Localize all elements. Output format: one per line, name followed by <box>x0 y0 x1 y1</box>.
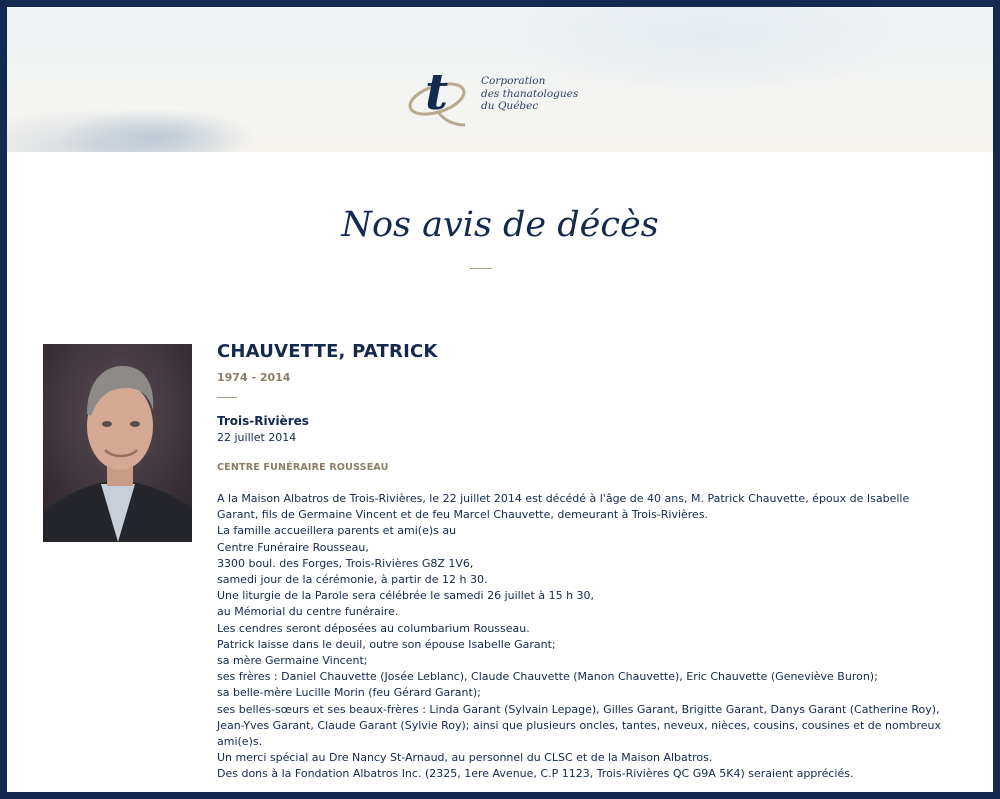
notice-line: au Mémorial du centre funéraire. <box>217 605 399 619</box>
logo-text <box>481 75 578 113</box>
city: Trois-Rivières <box>217 414 309 428</box>
logo-line-2: des thanatologues <box>481 87 579 100</box>
notice-line: Les cendres seront déposées au columbarium Rousseau. <box>217 621 530 635</box>
notice-line: A la Maison Albatros de Trois-Rivières, le 22 juillet 2014 est décédé à l'âge de 40 ans, M. Patrick Chauvette, époux de Isabelle Garant, fils de Germaine Vincent et de feu Marcel Chauvette, demeurant à Trois-Rivières. <box>217 492 910 522</box>
notice-line: ses frères : Daniel Chauvette (Josée Leblanc), Claude Chauvette (Manon Chauvette), Eric Chauvette (Geneviève Buron); <box>217 670 878 684</box>
header-banner <box>7 7 993 152</box>
notice-line: sa mère Germaine Vincent; <box>217 654 368 668</box>
notice-line: La famille accueillera parents et ami(e)s au <box>217 524 457 538</box>
name-divider <box>217 397 237 398</box>
logo-line-1: Corporation <box>481 75 546 87</box>
page-title: Nos avis de décès <box>341 205 659 245</box>
notice-line: ses belles-sœurs et ses beaux-frères : Linda Garant (Sylvain Lepage), Gilles Garant, Brigitte Garant, Danys Garant (Catherine Roy), Jean-Yves Garant, Claude Garant (Sylvie Roy); ainsi que plusieurs oncles, tantes, neveux, nièces, cousins, cousines et de nombreux ami(e)s. <box>217 702 941 749</box>
deceased-photo <box>43 344 192 542</box>
logo-letter: t <box>425 62 449 121</box>
notice-line: Centre Funéraire Rousseau, <box>217 540 369 554</box>
life-years: 1974 - 2014 <box>217 371 291 384</box>
death-date: 22 juillet 2014 <box>217 431 297 444</box>
logo-line-3: du Québec <box>481 100 539 112</box>
site-logo[interactable] <box>405 55 585 135</box>
notice-line: Patrick laisse dans le deuil, outre son épouse Isabelle Garant; <box>217 637 556 651</box>
funeral-home-link[interactable]: CENTRE FUNÉRAIRE ROUSSEAU <box>217 462 389 473</box>
deceased-name: CHAUVETTE, PATRICK <box>217 341 438 362</box>
notice-line: Un merci spécial au Dre Nancy St-Arnaud, au personnel du CLSC et de la Maison Albatros. <box>217 751 713 765</box>
notice-line: Une liturgie de la Parole sera célébrée le samedi 26 juillet à 15 h 30, <box>217 589 595 603</box>
notice-line: samedi jour de la cérémonie, à partir de 12 h 30. <box>217 573 488 587</box>
notice-line: 3300 boul. des Forges, Trois-Rivières G8Z 1V6, <box>217 556 474 570</box>
notice-line: sa belle-mère Lucille Morin (feu Gérard Garant); <box>217 686 481 700</box>
obituary-notice <box>217 491 947 783</box>
logo-mark-icon <box>405 55 475 135</box>
title-divider <box>470 268 492 269</box>
notice-line: Des dons à la Fondation Albatros Inc. (2325, 1ere Avenue, C.P 1123, Trois-Rivières QC G9A 5K4) seraient appréciés. <box>217 767 854 781</box>
